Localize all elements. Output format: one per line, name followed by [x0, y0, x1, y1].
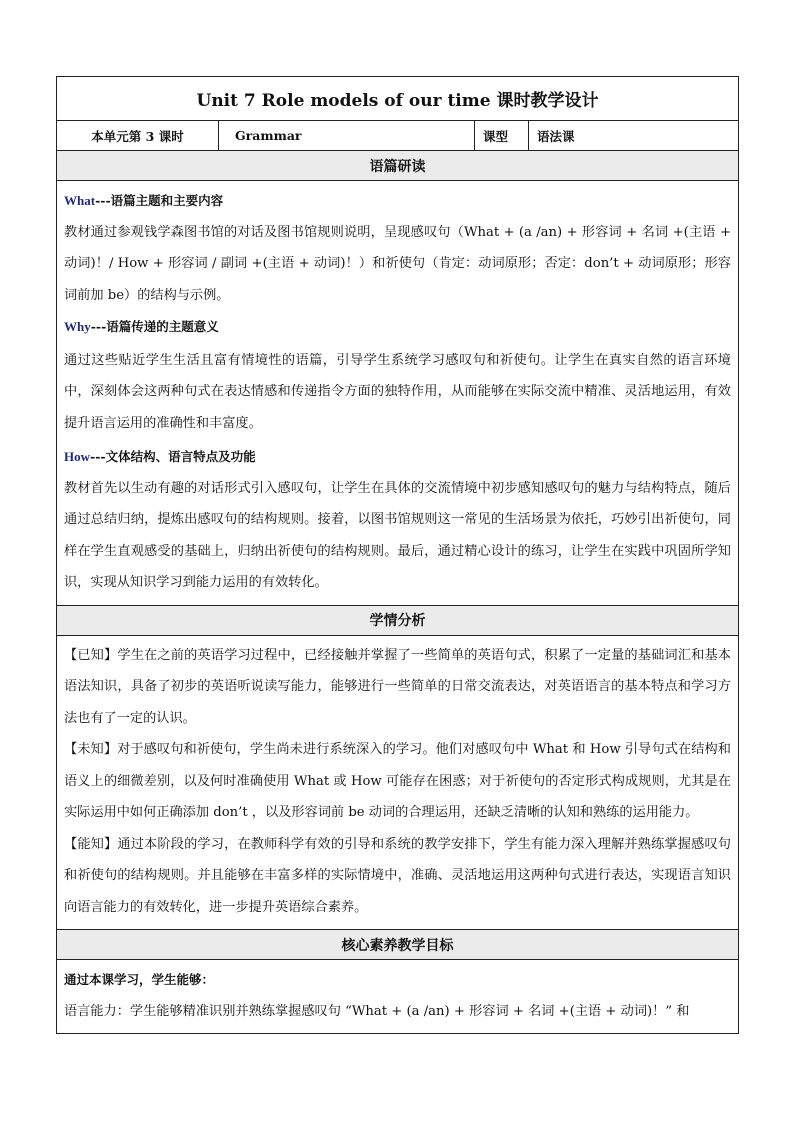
lesson-plan-table: [56, 76, 739, 1034]
goal-language: 语言能力：学生能够精准识别并熟练掌握感叹句 “What + (a /an) + 形容词 + 名词 +(主语 + 动词)！” 和: [64, 1003, 690, 1019]
how-label: How---文体结构、语言特点及功能: [64, 449, 256, 464]
section-reading: [57, 181, 738, 606]
goals-intro: 通过本课学习，学生能够：: [64, 972, 215, 987]
section-heading-goals: 核心素养教学目标: [57, 930, 738, 960]
lesson-topic: Grammar: [219, 121, 475, 150]
section-goals: [57, 960, 738, 1034]
able-text: 【能知】通过本阶段的学习，在教师科学有效的引导和系统的教学安排下，学生有能力深入理解并熟练掌握感叹句和祈使句的结构规则。并且能够在丰富多样的实际情境中，准确、灵活地运用这两种句式进行表达，实现语言知识向语言能力的有效转化，进一步提升英语综合素养。: [64, 836, 731, 915]
document-title: Unit 7 Role models of our time 课时教学设计: [196, 91, 599, 111]
lesson-type-label: 课型: [475, 121, 529, 150]
meta-row: [57, 121, 738, 151]
what-label: What---语篇主题和主要内容: [64, 193, 224, 208]
section-heading-learners: 学情分析: [57, 606, 738, 636]
what-text: 教材通过参观钱学森图书馆的对话及图书馆规则说明，呈现感叹句（What + (a /an) + 形容词 + 名词 +(主语 + 动词)！/ How + 形容词 / 副词 +(主语 + 动词)！）和祈使句（肯定：动词原形；否定：don’t + 动词原形；形容词前加 be）的结构与示例。: [64, 224, 731, 303]
section-learners: [57, 636, 738, 931]
known-text: 【已知】学生在之前的英语学习过程中，已经接触并掌握了一些简单的英语句式，积累了一定量的基础词汇和基本语法知识，具备了初步的英语听说读写能力，能够进行一些简单的日常交流表达，对英语语言的基本特点和学习方法也有了一定的认识。: [64, 647, 731, 726]
unknown-text: 【未知】对于感叹句和祈使句，学生尚未进行系统深入的学习。他们对感叹句中 What 和 How 引导句式在结构和语义上的细微差别，以及何时准确使用 What 或 How 可能存在困惑；对于祈使句的否定形式构成规则，尤其是在实际运用中如何正确添加 don’t ，以及形容词前 be 动词的合理运用，还缺乏清晰的认知和熟练的运用能力。: [64, 742, 731, 820]
why-label: Why---语篇传递的主题意义: [64, 319, 219, 334]
section-heading-reading: 语篇研读: [57, 151, 738, 181]
lesson-number: 本单元第 3 课时: [57, 121, 219, 150]
why-text: 通过这些贴近学生生活且富有情境性的语篇，引导学生系统学习感叹句和祈使句。让学生在真实自然的语言环境中，深刻体会这两种句式在表达情感和传递指令方面的独特作用，从而能够在实际交流中精准、灵活地运用，有效提升语言运用的准确性和丰富度。: [64, 352, 731, 431]
title-row: [57, 77, 738, 121]
lesson-type-value: 语法课: [537, 128, 575, 144]
how-text: 教材首先以生动有趣的对话形式引入感叹句，让学生在具体的交流情境中初步感知感叹句的魅力与结构特点，随后通过总结归纳，提炼出感叹句的结构规则。接着，以图书馆规则这一常见的生活场景为依托，巧妙引出祈使句，同样在学生直观感受的基础上，归纳出祈使句的结构规则。最后，通过精心设计的练习，让学生在实践中巩固所学知识，实现从知识学习到能力运用的有效转化。: [64, 480, 731, 590]
